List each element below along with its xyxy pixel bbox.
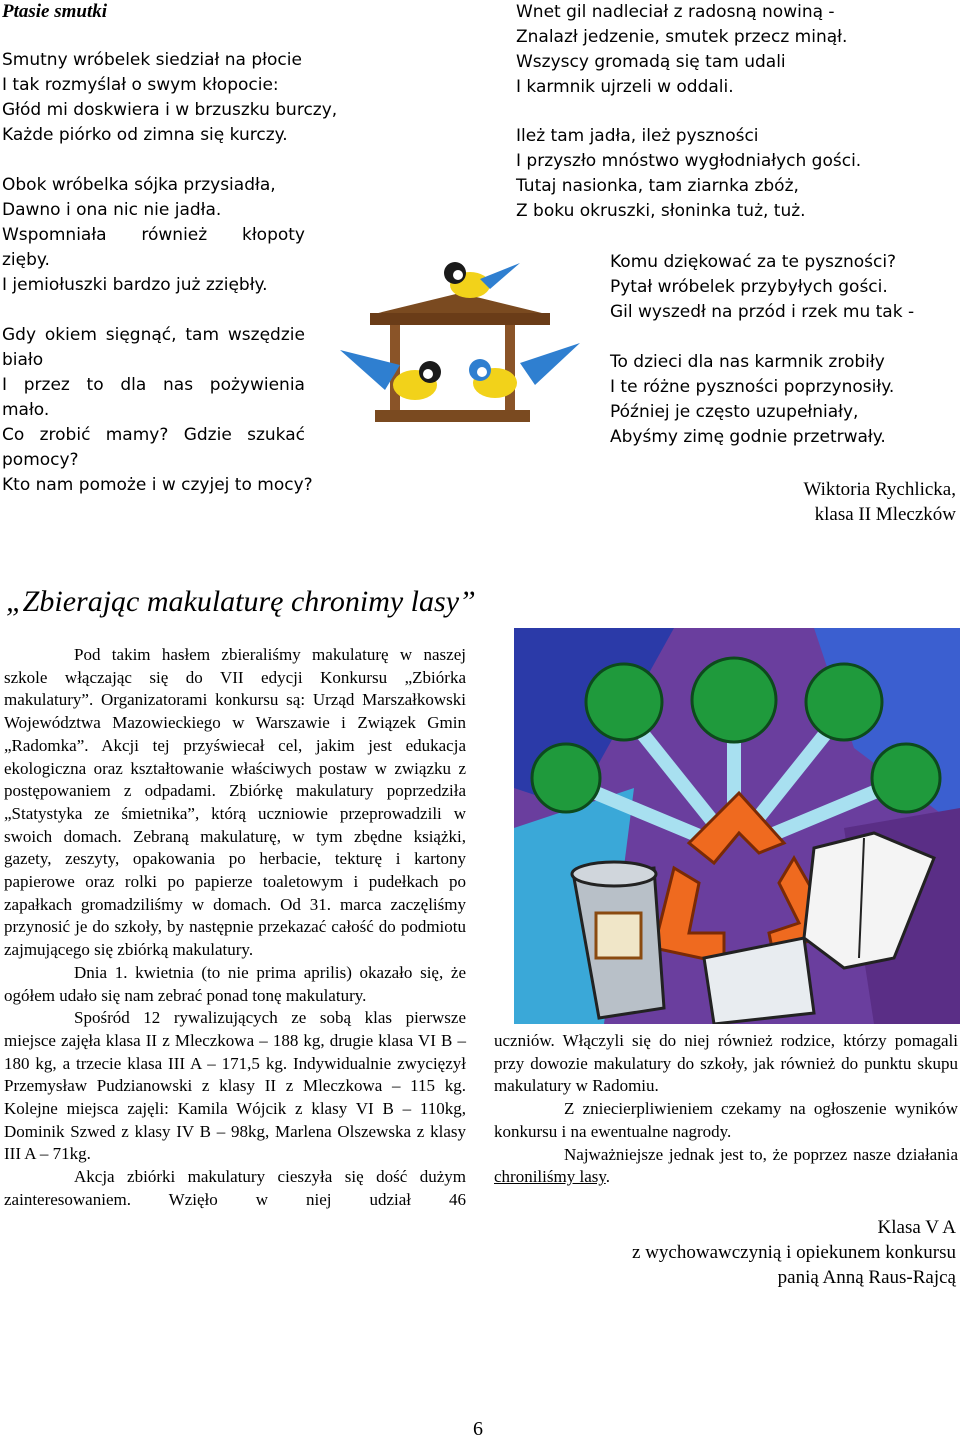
poem-line: Później je często uzupełniały, <box>610 402 859 422</box>
poem-line: biało <box>2 350 44 370</box>
poem-word: okiem <box>44 325 97 345</box>
poem-author-class: klasa II Mleczków <box>814 504 956 525</box>
poem-word: Gdzie <box>183 425 232 445</box>
poem-line: Obok wróbelka sójka przysiadła, <box>2 175 276 195</box>
poem-word: wszędzie <box>227 325 305 345</box>
poem-word: tam <box>185 325 220 345</box>
article-paragraph: Z zniecierpliwieniem czekamy na ogłoszenie wyników konkursu i na ewentualne nagrody. <box>494 1099 958 1141</box>
poem-left-stanza-2 <box>2 173 305 298</box>
poem-right-stanza-1 <box>516 0 856 100</box>
poem-right-stanza-2 <box>516 124 886 224</box>
poem-line: Komu dziękować za te pyszności? <box>610 252 897 272</box>
poem-word: Wspomniała <box>2 225 107 245</box>
poem-author: Wiktoria Rychlicka, <box>803 479 956 500</box>
signature-line: z wychowawczynią i opiekunem konkursu <box>632 1242 956 1263</box>
poem-line: Wszyscy gromadą się tam udali <box>516 52 786 72</box>
poem-line: Smutny wróbelek siedział na płocie <box>2 50 302 70</box>
poem-right-stanza-4 <box>610 350 940 450</box>
poem-line: Tutaj nasionka, tam ziarnka zbóż, <box>516 176 799 196</box>
page-number: 6 <box>473 1418 483 1440</box>
poem-line: Z boku okruszki, słoninka tuż, tuż. <box>516 201 806 221</box>
article-title: „Zbierając makulaturę chronimy lasy” <box>6 585 476 618</box>
poem-line: To dzieci dla nas karmnik zrobiły <box>610 352 885 372</box>
poem-line: I te różne pyszności poprzynosiły. <box>610 377 895 397</box>
bird-top-icon <box>444 262 520 298</box>
recycling-illustration <box>514 628 960 1024</box>
poem-right-stanza-3 <box>610 250 940 325</box>
article-paragraph: Pod takim hasłem zbieraliśmy makulaturę w naszej szkole włączając się do VII edycji Konkursu „Zbiórka makulatury”. Organizatorami konkursu są: Urząd Marszałkowski Województwa Mazowieckiego w Warszawie i Związek Gmin „Radomka”. Akcji tej przyświecał cel, jakim jest edukacja ekologiczna oraz kształtowanie właściwych postaw w związku z postępowaniem z odpadami. Zbiórkę makulatury poprzedziła „Statystyka ze śmietnika”, którą uczniowie przeprowadzili w swoich domach. Zebraną makulaturę, w tym zbędne książki, gazety, zeszyty, opakowania po herbacie, tekturę i kartony papierowe oraz rolki po papierze toaletowym i pudełkach po zapałkach gromadziliśmy w domach. Od 31. marca zaczęliśmy przynosić je do szkoły, by następnie przekazać całość do podmiotu zajmującego się zbiórką makulatury. <box>4 645 466 960</box>
poem-line: Znalazł jedzenie, smutek przecz minął. <box>516 27 848 47</box>
underlined-phrase: chroniliśmy lasy <box>494 1167 606 1187</box>
poem-word: również <box>141 225 208 245</box>
poem-line: I jemiołuszki bardzo już zziębły. <box>2 275 268 295</box>
poem-signature <box>803 477 956 527</box>
poem-line: Każde piórko od zimna się kurczy. <box>2 125 288 145</box>
poem-word: sięgnąć, <box>105 325 177 345</box>
poem-line: Gil wyszedł na przód i rzek mu tak - <box>610 302 915 322</box>
poem-left-stanza-3 <box>2 323 313 498</box>
article-left-column <box>4 644 466 1212</box>
poem-word: dla <box>120 375 147 395</box>
poem-line: Głód mi doskwiera i w brzuszku burczy, <box>2 100 338 120</box>
poem-line: I tak rozmyślał o swym kłopocie: <box>2 75 279 95</box>
poem-line <box>2 373 305 398</box>
poem-word: nas <box>163 375 194 395</box>
signature-line: panią Anną Raus-Rajcą <box>777 1267 956 1288</box>
poem-line: Wnet gil nadleciał z radosną nowiną - <box>516 2 835 22</box>
poem-line: Abyśmy zimę godnie przetrwały. <box>610 427 886 447</box>
poem-title: Ptasie smutki <box>2 1 108 22</box>
poem-line: Pytał wróbelek przybyłych gości. <box>610 277 888 297</box>
poem-line: Dawno i ona nic nie jadła. <box>2 200 222 220</box>
article-paragraph: Spośród 12 rywalizujących ze sobą klas pierwsze miejsce zajęła klasa II z Mleczkowa – 188 kg, drugie klasa VI B – 180 kg, a trzecie klasa III A – 171,5 kg. Indywidualnie zwycięzył Przemysław Pudzianowski z klasy II z Mleczkowa – 115 kg. Kolejne miejsca zajęli: Kamila Wójcik z klasy VI B – 110kg, Dominik Szwed z klasy IV B – 98kg, Marlena Olszewska z klasy III A – 71kg. <box>4 1008 466 1164</box>
article-paragraph: Dnia 1. kwietnia (to nie prima aprilis) okazało się, że ogółem udało się nam zebrać ponad tonę makulatury. <box>4 962 466 1005</box>
bird-feeder-illustration <box>330 255 590 430</box>
signature-line: Klasa V A <box>877 1217 956 1238</box>
poem-line: pomocy? <box>2 450 79 470</box>
poem-word: I <box>2 375 8 395</box>
poem-word: kłopoty <box>242 225 305 245</box>
poem-line: I karmnik ujrzeli w oddali. <box>516 77 734 97</box>
bird-right-icon <box>469 343 580 398</box>
article-right-column <box>494 1030 958 1189</box>
poem-line: zięby. <box>2 250 50 270</box>
poem-line: I przyszło mnóstwo wygłodniałych gości. <box>516 151 862 171</box>
poem-word: to <box>86 375 104 395</box>
poem-word: Co <box>2 425 25 445</box>
poem-word: szukać <box>247 425 305 445</box>
poem-word: mamy? <box>105 425 169 445</box>
poem-word: pożywienia <box>209 375 305 395</box>
article-paragraph: Akcja zbiórki makulatury cieszyła się dość dużym zainteresowaniem. Wzięło w niej udział 46 <box>4 1167 466 1209</box>
feeder <box>370 293 550 422</box>
article-paragraph: uczniów. Włączyli się do niej również rodzice, którzy pomagali przy dowozie makulatury do szkoły, jak również do punktu skupu makulatury w Radomiu. <box>494 1031 958 1096</box>
poem-line: Ileż tam jadła, ileż pyszności <box>516 126 759 146</box>
poem-left-stanza-1 <box>2 48 338 148</box>
poem-line: Kto nam pomoże i w czyjej to mocy? <box>2 475 313 495</box>
poem-word: zrobić <box>39 425 91 445</box>
article-signature <box>632 1215 956 1290</box>
article-paragraph: Najważniejsze jednak jest to, że poprzez nasze działania chroniliśmy lasy. <box>494 1144 958 1187</box>
poem-word: przez <box>23 375 70 395</box>
poem-line <box>2 423 305 448</box>
poem-line: mało. <box>2 400 50 420</box>
poem-line <box>2 323 305 348</box>
poem-word: Gdy <box>2 325 37 345</box>
poem-line <box>2 223 305 248</box>
